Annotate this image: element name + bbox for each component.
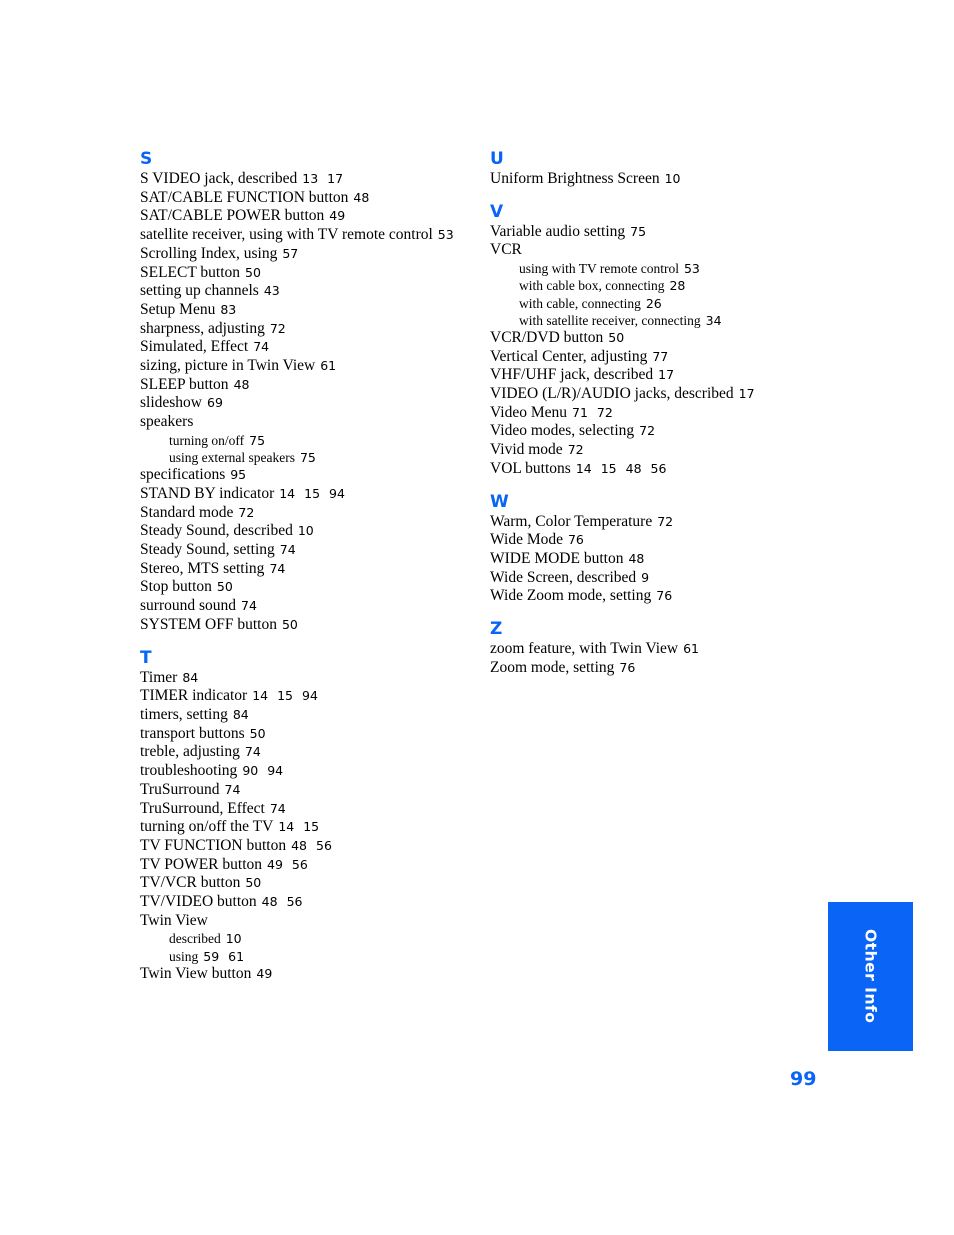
entry-text: Wide Mode xyxy=(490,531,563,549)
entry-text: Wide Screen, described xyxy=(490,568,637,586)
entry-text: VCR xyxy=(490,241,522,259)
index-subentry xyxy=(140,432,480,449)
page-refs xyxy=(734,386,755,401)
section-letter: V xyxy=(490,201,504,222)
page-refs xyxy=(433,227,454,242)
subentry-text: using xyxy=(169,948,199,964)
entry-text: Steady Sound, described xyxy=(140,522,293,540)
page-refs xyxy=(603,330,624,345)
index-entry xyxy=(140,965,480,984)
page-ref[interactable]: 49 xyxy=(256,965,273,981)
page-ref[interactable]: 76 xyxy=(656,588,673,604)
page-ref[interactable]: 75 xyxy=(299,450,316,466)
page-ref[interactable]: 15 xyxy=(277,688,293,704)
entry-text: VHF/UHF jack, described xyxy=(490,366,654,384)
index-entry xyxy=(140,762,480,781)
page-ref[interactable]: 53 xyxy=(437,227,454,243)
index-entry xyxy=(490,385,830,404)
entry-text: Variable audio setting xyxy=(490,222,626,240)
page-ref[interactable]: 17 xyxy=(327,171,344,186)
index-entry xyxy=(140,706,480,725)
page-refs xyxy=(265,801,286,816)
index-entry xyxy=(490,170,830,189)
subentry-text: turning on/off xyxy=(169,432,245,448)
section-letter: Z xyxy=(490,619,503,640)
index-section xyxy=(490,201,830,479)
index-entry xyxy=(140,837,480,856)
index-entry xyxy=(490,441,830,460)
index-entry xyxy=(140,912,480,931)
page-refs xyxy=(664,278,685,293)
page-refs xyxy=(634,423,655,438)
page-ref[interactable]: 69 xyxy=(207,395,223,411)
entry-text: troubleshooting xyxy=(140,762,238,780)
page-ref[interactable]: 84 xyxy=(232,706,249,722)
page-ref[interactable]: 84 xyxy=(182,669,199,685)
page-refs xyxy=(567,405,613,420)
page-ref[interactable]: 48 xyxy=(628,550,645,566)
page-ref[interactable]: 75 xyxy=(630,223,647,239)
page-ref[interactable]: 17 xyxy=(738,386,755,402)
entry-text: speakers xyxy=(140,413,194,431)
page-ref[interactable]: 48 xyxy=(233,376,250,392)
page-ref[interactable]: 48 xyxy=(261,894,278,910)
page-refs xyxy=(225,467,246,482)
index-entry xyxy=(490,587,830,606)
index-entry xyxy=(490,513,830,532)
page-ref[interactable]: 48 xyxy=(625,460,642,476)
index-entry xyxy=(140,320,480,339)
index-section xyxy=(490,148,830,189)
entry-text: Vertical Center, adjusting xyxy=(490,347,648,365)
page-refs xyxy=(297,171,343,186)
page-ref[interactable]: 94 xyxy=(329,485,345,501)
page-ref[interactable]: 74 xyxy=(224,781,241,797)
index-entry xyxy=(140,893,480,912)
index-section xyxy=(140,148,480,635)
page-refs xyxy=(286,838,332,853)
index-entry xyxy=(140,466,480,485)
entry-text: TV/VIDEO button xyxy=(140,893,257,911)
page-ref[interactable]: 15 xyxy=(600,460,617,476)
index-section xyxy=(490,491,830,607)
page-ref[interactable]: 48 xyxy=(353,189,370,205)
entry-text: Twin View xyxy=(140,911,208,929)
index-entry xyxy=(140,616,480,635)
page-refs xyxy=(215,302,236,317)
entry-text: Video Menu xyxy=(490,403,567,421)
page-ref[interactable]: 77 xyxy=(652,348,669,364)
page-refs xyxy=(251,966,272,981)
entry-text: Warm, Color Temperature xyxy=(490,512,653,530)
index-entry xyxy=(490,550,830,569)
index-entry xyxy=(140,226,481,245)
index-entry xyxy=(490,531,830,550)
page-ref[interactable]: 10 xyxy=(664,171,681,186)
index-entry xyxy=(140,245,480,264)
entry-text: VCR/DVD button xyxy=(490,328,604,346)
entry-text: surround sound xyxy=(140,597,237,615)
index-entry xyxy=(490,659,830,678)
page-refs xyxy=(244,433,265,448)
page-ref[interactable]: 14 xyxy=(278,819,295,835)
section-letter: T xyxy=(140,647,152,668)
page-refs xyxy=(614,660,635,675)
page-ref[interactable]: 53 xyxy=(683,261,700,277)
page-ref[interactable]: 72 xyxy=(657,513,674,529)
page-ref[interactable]: 72 xyxy=(639,423,656,439)
entry-text: S VIDEO jack, described xyxy=(140,170,298,187)
entry-text: turning on/off the TV xyxy=(140,818,274,836)
index-section xyxy=(490,618,830,677)
page-ref[interactable]: 50 xyxy=(245,264,261,280)
entry-text: Stereo, MTS setting xyxy=(140,559,265,577)
page-refs xyxy=(641,296,662,311)
page-refs xyxy=(202,395,223,410)
index-entry xyxy=(140,282,480,301)
index-entry xyxy=(140,560,480,579)
index-subentry xyxy=(140,449,480,466)
page-refs xyxy=(237,763,283,778)
page-number: 99 xyxy=(790,1068,817,1090)
page-ref[interactable]: 28 xyxy=(669,278,686,294)
page-refs xyxy=(571,461,667,476)
index-subentry xyxy=(490,312,830,329)
page-refs xyxy=(274,486,345,501)
page-ref[interactable]: 56 xyxy=(286,894,303,910)
index-entry xyxy=(140,597,480,616)
index-entry xyxy=(140,264,480,283)
index-entry xyxy=(140,874,480,893)
section-letter: W xyxy=(490,491,509,512)
index-entry xyxy=(490,223,830,242)
entry-text: Simulated, Effect xyxy=(140,338,249,356)
index-entry xyxy=(490,460,830,479)
subentry-text: with satellite receiver, connecting xyxy=(519,312,701,328)
page-ref[interactable]: 26 xyxy=(645,295,662,311)
page-ref[interactable]: 59 xyxy=(203,948,220,964)
page-refs xyxy=(315,358,336,373)
index-subentry xyxy=(140,930,480,947)
index-entry xyxy=(490,422,830,441)
page-ref[interactable]: 61 xyxy=(683,641,700,657)
page-ref[interactable]: 14 xyxy=(279,485,296,501)
page-ref[interactable]: 76 xyxy=(567,532,584,548)
page-refs xyxy=(625,224,646,239)
page-ref[interactable]: 9 xyxy=(641,569,650,585)
entry-text: Steady Sound, setting xyxy=(140,541,275,559)
page-refs xyxy=(647,349,668,364)
entry-text: Zoom mode, setting xyxy=(490,658,615,676)
page-refs xyxy=(563,532,584,547)
entry-text: TruSurround xyxy=(140,780,220,798)
page-ref[interactable]: 95 xyxy=(230,467,247,483)
subentry-text: described xyxy=(169,931,221,947)
entry-text: Scrolling Index, using xyxy=(140,244,278,262)
page-ref[interactable]: 76 xyxy=(619,659,636,675)
index-section xyxy=(140,647,480,984)
page-refs xyxy=(679,261,700,276)
page-ref[interactable]: 90 xyxy=(242,763,259,779)
index-entry xyxy=(140,725,480,744)
index-entry xyxy=(140,207,480,226)
entry-text: slideshow xyxy=(140,394,202,412)
entry-text: zoom feature, with Twin View xyxy=(490,640,679,658)
index-entry xyxy=(140,818,480,837)
page-refs xyxy=(653,367,674,382)
page-refs xyxy=(228,707,249,722)
page-refs xyxy=(177,670,198,685)
index-subentry xyxy=(490,277,830,294)
page-refs xyxy=(701,313,722,328)
index-entry xyxy=(140,522,480,541)
page-ref[interactable]: 14 xyxy=(575,460,592,476)
page-refs xyxy=(233,505,254,520)
entry-text: Uniform Brightness Screen xyxy=(490,170,660,187)
index-entry xyxy=(140,687,480,706)
entry-text: satellite receiver, using with TV remote control xyxy=(140,226,433,244)
page-refs xyxy=(265,321,286,336)
page-refs xyxy=(229,377,250,392)
page-refs xyxy=(660,171,681,186)
page-ref[interactable]: 74 xyxy=(279,542,296,558)
page-ref[interactable]: 50 xyxy=(245,875,262,891)
entry-text: TV POWER button xyxy=(140,855,262,873)
entry-text: TruSurround, Effect xyxy=(140,799,265,817)
page-refs xyxy=(295,450,316,465)
index-entry xyxy=(490,569,830,588)
entry-text: Wide Zoom mode, setting xyxy=(490,587,652,605)
page-ref[interactable]: 10 xyxy=(297,523,314,539)
page-ref[interactable]: 72 xyxy=(269,320,286,336)
page-refs xyxy=(240,265,261,280)
page-ref[interactable]: 48 xyxy=(291,837,308,853)
index-entry xyxy=(140,301,480,320)
index-subentry xyxy=(140,948,480,965)
entry-text: Vivid mode xyxy=(490,441,563,459)
index-column-right xyxy=(490,148,830,689)
entry-text: TV FUNCTION button xyxy=(140,836,287,854)
page-ref[interactable]: 74 xyxy=(253,339,270,355)
page-refs xyxy=(262,857,308,872)
section-letter: S xyxy=(140,149,153,169)
entry-text: TV/VCR button xyxy=(140,874,241,892)
entry-text: VOL buttons xyxy=(490,459,571,477)
page-refs xyxy=(198,949,244,964)
page-refs xyxy=(324,208,345,223)
page-ref[interactable]: 50 xyxy=(281,616,298,632)
page-refs xyxy=(264,561,285,576)
page-refs xyxy=(563,442,584,457)
page-refs xyxy=(277,246,298,261)
side-tab-label: Other Info xyxy=(861,929,880,1024)
subentry-text: using with TV remote control xyxy=(519,261,679,277)
page-ref[interactable]: 10 xyxy=(225,931,242,947)
page-refs xyxy=(623,551,644,566)
entry-text: Standard mode xyxy=(140,503,234,521)
page-refs xyxy=(651,588,672,603)
page-ref[interactable]: 74 xyxy=(269,560,286,576)
page-ref[interactable]: 72 xyxy=(596,404,613,420)
entry-text: setting up channels xyxy=(140,282,259,300)
page-ref[interactable]: 34 xyxy=(705,312,722,328)
page-ref[interactable]: 83 xyxy=(220,301,237,317)
page-ref[interactable]: 61 xyxy=(320,358,337,374)
entry-text: sharpness, adjusting xyxy=(140,319,265,337)
index-entry xyxy=(490,640,830,659)
entry-text: SAT/CABLE POWER button xyxy=(140,207,325,225)
page-refs xyxy=(248,339,269,354)
section-side-tab xyxy=(828,902,913,1051)
index-entry xyxy=(490,348,830,367)
page-ref[interactable]: 56 xyxy=(650,460,667,476)
index-entry xyxy=(140,170,480,189)
page-refs xyxy=(245,726,266,741)
page-ref[interactable]: 13 xyxy=(302,171,319,186)
page-ref[interactable]: 43 xyxy=(263,283,280,299)
index-entry xyxy=(140,800,480,819)
subentry-text: with cable, connecting xyxy=(519,295,641,311)
page-refs xyxy=(652,514,673,529)
index-entry xyxy=(140,338,480,357)
page-refs xyxy=(636,570,649,585)
index-entry xyxy=(490,404,830,423)
index-column-left xyxy=(140,148,480,996)
page-ref[interactable]: 71 xyxy=(572,404,588,420)
page-ref[interactable]: 49 xyxy=(267,856,283,872)
page-ref[interactable]: 61 xyxy=(228,948,245,964)
index-entry xyxy=(140,376,480,395)
page-refs xyxy=(240,744,261,759)
page-refs xyxy=(257,894,303,909)
page-ref[interactable]: 94 xyxy=(302,688,318,704)
page-ref[interactable]: 56 xyxy=(316,837,332,853)
page-refs xyxy=(348,190,369,205)
entry-text: STAND BY indicator xyxy=(140,484,275,502)
page-refs xyxy=(247,688,318,703)
entry-text: sizing, picture in Twin View xyxy=(140,357,316,375)
entry-text: SAT/CABLE FUNCTION button xyxy=(140,188,349,206)
page-refs xyxy=(259,283,280,298)
page-refs xyxy=(293,523,314,538)
index-subentry xyxy=(490,260,830,277)
page-ref[interactable]: 15 xyxy=(304,485,321,501)
page-refs xyxy=(275,542,296,557)
index-entry xyxy=(140,578,480,597)
index-entry xyxy=(140,743,480,762)
entry-text: treble, adjusting xyxy=(140,743,240,761)
index-entry xyxy=(140,504,480,523)
entry-text: timers, setting xyxy=(140,705,228,723)
page-ref[interactable]: 72 xyxy=(567,442,584,458)
page-ref[interactable]: 74 xyxy=(269,800,286,816)
page-refs xyxy=(212,579,233,594)
page-ref[interactable]: 50 xyxy=(216,579,233,595)
index-entry xyxy=(140,781,480,800)
entry-text: Video modes, selecting xyxy=(490,422,635,440)
page-ref[interactable]: 50 xyxy=(249,725,266,741)
entry-text: VIDEO (L/R)/AUDIO jacks, described xyxy=(490,385,734,403)
entry-text: Setup Menu xyxy=(140,300,216,318)
entry-text: SELECT button xyxy=(140,263,241,281)
index-entry xyxy=(490,366,830,385)
entry-text: Twin View button xyxy=(140,964,252,982)
index-entry xyxy=(490,329,830,348)
index-entry xyxy=(140,189,480,208)
page-ref[interactable]: 56 xyxy=(291,856,308,872)
entry-text: TIMER indicator xyxy=(140,687,248,705)
page-ref[interactable]: 15 xyxy=(303,819,320,835)
page-ref[interactable]: 50 xyxy=(608,329,625,345)
index-subentry xyxy=(490,295,830,312)
page-ref[interactable]: 75 xyxy=(249,432,266,448)
index-entry xyxy=(140,669,480,688)
page-refs xyxy=(221,931,242,946)
subentry-text: using external speakers xyxy=(169,450,295,466)
page-ref[interactable]: 74 xyxy=(244,744,261,760)
page-ref[interactable]: 94 xyxy=(267,763,284,779)
section-letter: U xyxy=(490,149,504,169)
page-refs xyxy=(277,617,298,632)
entry-text: transport buttons xyxy=(140,724,245,742)
entry-text: SLEEP button xyxy=(140,375,229,393)
page-refs xyxy=(220,782,241,797)
index-entry xyxy=(490,241,830,260)
entry-text: WIDE MODE button xyxy=(490,549,624,567)
entry-text: SYSTEM OFF button xyxy=(140,615,277,633)
page-ref[interactable]: 57 xyxy=(282,245,299,261)
page-refs xyxy=(236,598,257,613)
index-entry xyxy=(140,413,480,432)
subentry-text: with cable box, connecting xyxy=(519,278,665,294)
page-ref[interactable]: 14 xyxy=(252,688,269,704)
page-refs xyxy=(240,875,261,890)
page-refs xyxy=(273,819,319,834)
page-ref[interactable]: 49 xyxy=(329,208,346,224)
index-entry xyxy=(140,856,480,875)
page-ref[interactable]: 17 xyxy=(658,367,675,383)
entry-text: Stop button xyxy=(140,578,212,596)
page-refs xyxy=(678,641,699,656)
page-ref[interactable]: 74 xyxy=(241,598,257,614)
index-entry xyxy=(140,541,480,560)
page-ref[interactable]: 72 xyxy=(238,504,255,520)
index-entry xyxy=(140,357,480,376)
entry-text: Timer xyxy=(140,668,178,686)
index-entry xyxy=(140,394,480,413)
index-entry xyxy=(140,485,480,504)
entry-text: specifications xyxy=(140,466,226,484)
